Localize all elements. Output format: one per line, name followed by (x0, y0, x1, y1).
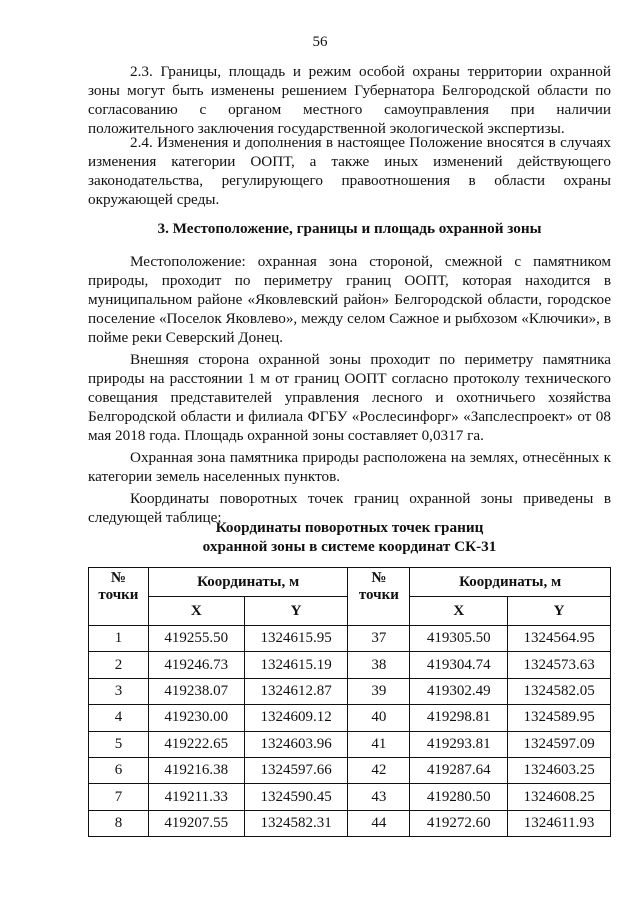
header-coordinates-left: Координаты, м (148, 568, 348, 597)
coord-x: 419255.50 (148, 626, 244, 652)
table-row (89, 678, 611, 704)
paragraph-block-2-3 (88, 62, 611, 138)
coord-y: 1324609.12 (244, 705, 348, 731)
table-body (89, 626, 611, 837)
coord-x: 419207.55 (148, 810, 244, 836)
header-point-number-left: № точки (89, 568, 149, 626)
header-y-left: Y (244, 597, 348, 626)
coord-y: 1324589.95 (508, 705, 611, 731)
coord-x: 419272.60 (410, 810, 508, 836)
section-heading: 3. Местоположение, границы и площадь охранной зоны (157, 220, 542, 237)
coord-y: 1324615.95 (244, 626, 348, 652)
paragraph-location: Местоположение: охранная зона стороной, смежной с памятником природы, проходит по периметру границ ООПТ, которая находится в муниципальном районе «Яковлевский район» Белгородской области, городское поселение «Поселок Яковлево», между селом Сажное и рыбхозом «Ключики», в пойме реки Северский Донец. (88, 253, 611, 346)
point-number: 4 (89, 705, 149, 731)
coord-x: 419302.49 (410, 678, 508, 704)
coord-y: 1324611.93 (508, 810, 611, 836)
coord-x: 419293.81 (410, 731, 508, 757)
header-x-right: X (410, 597, 508, 626)
paragraph-block-2-4 (88, 133, 611, 209)
coord-x: 419230.00 (148, 705, 244, 731)
table-row (89, 626, 611, 652)
coord-y: 1324603.96 (244, 731, 348, 757)
paragraph-2-3: 2.3. Границы, площадь и режим особой охраны территории охранной зоны могут быть изменены решением Губернатора Белгородской области по согласованию с органом местного самоуправления при наличии положительного заключения государственной экологической экспертизы. (88, 63, 611, 137)
coord-y: 1324608.25 (508, 784, 611, 810)
coord-y: 1324573.63 (508, 652, 611, 678)
header-x-left: X (148, 597, 244, 626)
header-y-right: Y (508, 597, 611, 626)
coord-y: 1324615.19 (244, 652, 348, 678)
point-number: 44 (348, 810, 410, 836)
coord-x: 419287.64 (410, 757, 508, 783)
coord-y: 1324597.66 (244, 757, 348, 783)
table-row (89, 731, 611, 757)
coord-x: 419222.65 (148, 731, 244, 757)
point-number: 43 (348, 784, 410, 810)
coord-x: 419305.50 (410, 626, 508, 652)
coord-y: 1324612.87 (244, 678, 348, 704)
page-number: 56 (312, 34, 328, 50)
point-number: 39 (348, 678, 410, 704)
point-number: 40 (348, 705, 410, 731)
header-coordinates-right: Координаты, м (410, 568, 611, 597)
table-title (88, 518, 611, 556)
table-row (89, 784, 611, 810)
point-number: 42 (348, 757, 410, 783)
paragraph-outer-side: Внешняя сторона охранной зоны проходит по периметру памятника природы на расстоянии 1 м от границ ООПТ согласно протоколу технического совещания представителей управления лесного и охотничьего хозяйства Белгородской области и филиала ФГБУ «Рослесинфорг» «Запслеспроект» от 08 мая 2018 года. Площадь охранной зоны составляет 0,0317 га. (88, 351, 611, 444)
point-number: 41 (348, 731, 410, 757)
paragraph-land-category: Охранная зона памятника природы расположена на землях, отнесённых к категории земель населенных пунктов. (88, 449, 611, 485)
table-title-line-2: охранной зоны в системе координат СК-31 (202, 538, 497, 555)
point-number: 6 (89, 757, 149, 783)
coord-x: 419298.81 (410, 705, 508, 731)
point-number: 37 (348, 626, 410, 652)
paragraph-coords-intro: Координаты поворотных точек границ охранной зоны приведены в следующей таблице: (88, 490, 611, 526)
coord-y: 1324603.25 (508, 757, 611, 783)
coord-x: 419280.50 (410, 784, 508, 810)
table-row (89, 757, 611, 783)
point-number: 3 (89, 678, 149, 704)
table-row (89, 705, 611, 731)
coord-y: 1324582.31 (244, 810, 348, 836)
table-row (89, 810, 611, 836)
point-number: 1 (89, 626, 149, 652)
point-number: 8 (89, 810, 149, 836)
coord-y: 1324590.45 (244, 784, 348, 810)
point-number: 2 (89, 652, 149, 678)
coord-x: 419216.38 (148, 757, 244, 783)
point-number: 7 (89, 784, 149, 810)
coordinates-table (88, 567, 611, 837)
table-row (89, 652, 611, 678)
coord-y: 1324564.95 (508, 626, 611, 652)
coord-x: 419246.73 (148, 652, 244, 678)
point-number: 38 (348, 652, 410, 678)
coord-x: 419211.33 (148, 784, 244, 810)
point-number: 5 (89, 731, 149, 757)
coord-x: 419304.74 (410, 652, 508, 678)
coord-x: 419238.07 (148, 678, 244, 704)
coord-y: 1324582.05 (508, 678, 611, 704)
coord-y: 1324597.09 (508, 731, 611, 757)
header-point-number-right: № точки (348, 568, 410, 626)
section-3-body (88, 252, 611, 527)
paragraph-2-4: 2.4. Изменения и дополнения в настоящее Положение вносятся в случаях изменения категории ООПТ, а также иных изменений действующего законодательства, регулирующего правоотношения в области охраны окружающей среды. (88, 134, 611, 208)
table-title-line-1: Координаты поворотных точек границ (215, 519, 484, 536)
